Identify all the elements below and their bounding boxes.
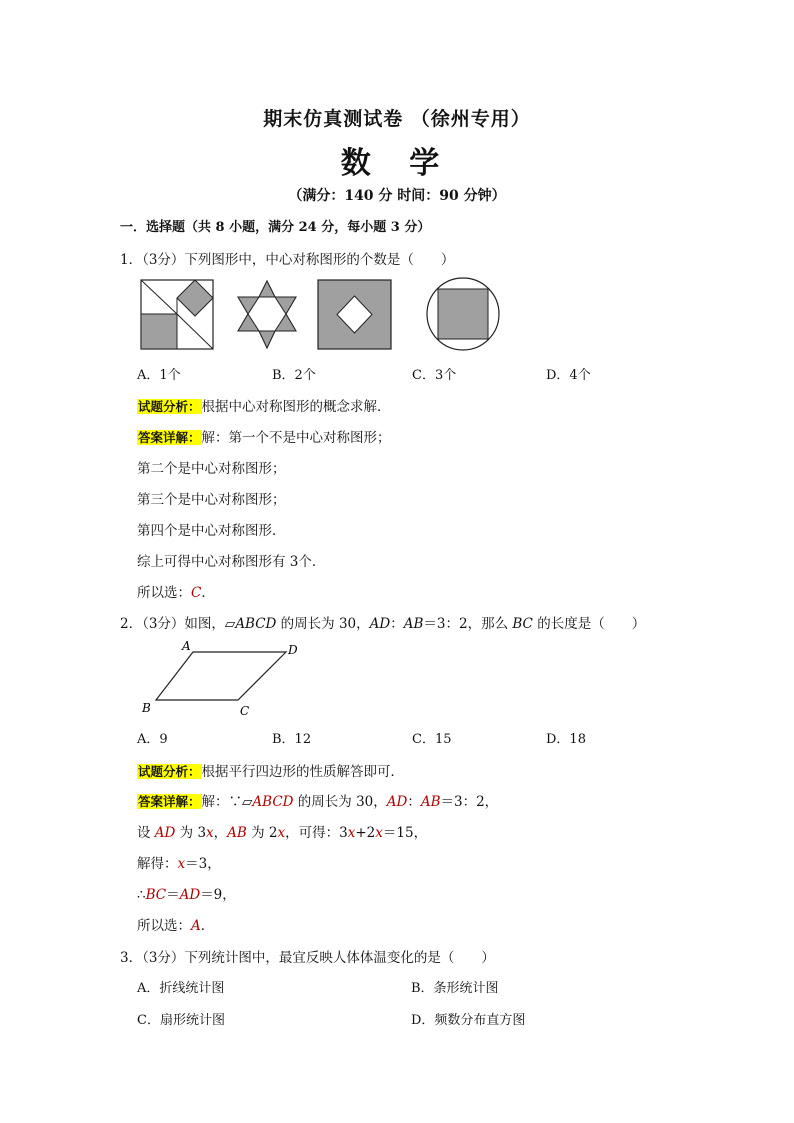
q1-stem: 1．（3分）下列图形中，中心对称图形的个数是（ ） — [120, 252, 455, 268]
q1-answer-line-1: 解：第一个不是中心对称图形； — [201, 430, 391, 446]
q2-stem-part: 2．（3分）如图，▱ — [120, 616, 236, 632]
q2-label-b: B — [142, 701, 151, 715]
q2-ans-part: ∴ — [137, 887, 146, 903]
q2-ans-part: 为 2 — [246, 825, 278, 841]
q2-answer-tag: 答案详解： — [138, 794, 201, 809]
q2-ans-part: 为 3 — [175, 825, 207, 841]
q2-ans-part: 设 — [137, 825, 155, 841]
q2-ans-part: ＝ — [166, 887, 180, 903]
q1-option-c: C．3个 — [412, 368, 457, 383]
q1-choice-letter: C — [191, 585, 202, 601]
q1-choice-prefix: 所以选： — [137, 585, 191, 601]
q2-label-a: A — [182, 639, 191, 653]
q2-ans-ad: AD — [154, 825, 176, 841]
q1-option-a: A．1个 — [137, 368, 181, 383]
q1-figure-4 — [425, 276, 501, 352]
q2-ans-part: 解得： — [137, 856, 178, 872]
q2-ans-part: ， — [213, 825, 228, 841]
exam-meta: （满分：140 分 时间：90 分钟） — [288, 188, 506, 204]
q2-option-c: C．15 — [412, 732, 452, 747]
q2-analysis-text: 根据平行四边形的性质解答即可． — [201, 764, 405, 780]
q1-choice — [137, 581, 215, 601]
q2-option-b: B．12 — [272, 732, 312, 747]
q1-answer-tag: 答案详解： — [138, 430, 201, 445]
q2-ans-ab: AB — [420, 794, 441, 810]
q3-option-d: D．频数分布直方图 — [411, 1013, 526, 1028]
q2-option-a: A．9 — [137, 732, 168, 747]
q2-ans-x: x — [277, 825, 286, 841]
q2-answer-line-2 — [137, 821, 427, 841]
q2-stem-ad: AD — [369, 616, 391, 632]
exam-title: 期末仿真测试卷 （徐州专用） — [263, 108, 531, 130]
q2-parallelogram-figure — [138, 638, 308, 720]
q2-stem-bc: BC — [512, 616, 533, 632]
q2-label-d: D — [288, 643, 298, 657]
q1-option-d: D．4个 — [546, 368, 591, 383]
section-heading: 一．选择题（共 8 小题，满分 24 分，每小题 3 分） — [120, 220, 431, 235]
q2-choice-prefix: 所以选： — [137, 918, 191, 934]
q2-ans-x: x — [206, 825, 214, 841]
q1-figure-3 — [317, 279, 392, 350]
q3-stem: 3．（3分）下列统计图中，最宜反映人体体温变化的是（ ） — [120, 950, 495, 966]
q2-choice-letter: A — [191, 918, 201, 934]
q2-stem-part: ： — [390, 616, 404, 632]
q2-stem — [120, 612, 645, 632]
q2-stem-ab: AB — [403, 616, 424, 632]
q2-ans-part: ： — [407, 794, 421, 810]
q2-answer-line-3 — [137, 852, 221, 872]
q2-ans-part: +2 — [355, 825, 376, 841]
q2-ans-part: ＝3， — [185, 856, 221, 872]
q1-answer-line-5: 综上可得中心对称图形有 3个． — [137, 554, 326, 570]
q2-stem-part: 的长度是（ ） — [532, 616, 646, 632]
subject-title: 数 学 — [340, 146, 454, 181]
q1-analysis-text: 根据中心对称图形的概念求解． — [201, 399, 391, 415]
q2-ans-ad: AD — [179, 887, 201, 903]
q2-ans-part: 解：∵▱ — [201, 794, 253, 810]
q2-ans-part: ，可得：3 — [285, 825, 348, 841]
q2-stem-part: ＝3：2，那么 — [423, 616, 513, 632]
q3-option-a: A．折线统计图 — [137, 981, 225, 996]
q1-answer — [137, 426, 391, 446]
q2-answer-line-4 — [137, 883, 236, 903]
q2-ans-x: x — [177, 856, 186, 872]
q2-ans-x: x — [347, 825, 356, 841]
q2-ans-part: ＝15， — [382, 825, 428, 841]
q2-analysis-tag: 试题分析： — [138, 764, 201, 779]
q2-stem-abcd: ABCD — [235, 616, 277, 632]
q2-ans-part: 的周长为 30， — [293, 794, 387, 810]
q1-choice-suffix: ． — [201, 585, 215, 601]
q1-answer-line-4: 第四个是中心对称图形． — [137, 523, 286, 539]
q2-choice-suffix: ． — [200, 918, 215, 934]
q2-label-c: C — [240, 704, 250, 718]
q1-analysis — [137, 395, 391, 415]
q1-answer-line-2: 第二个是中心对称图形； — [137, 461, 286, 477]
q2-option-d: D．18 — [546, 732, 586, 747]
q1-analysis-tag: 试题分析： — [138, 399, 201, 414]
q3-option-c: C．扇形统计图 — [137, 1013, 225, 1028]
q1-answer-line-3: 第三个是中心对称图形； — [137, 492, 286, 508]
q1-figure-2 — [234, 279, 300, 350]
q2-stem-part: 的周长为 30， — [276, 616, 370, 632]
q2-choice — [137, 914, 214, 934]
q1-figure-1 — [140, 279, 214, 350]
q2-analysis — [137, 760, 404, 780]
q2-ans-abcd: ABCD — [252, 794, 294, 810]
q2-ans-bc: BC — [145, 887, 167, 903]
q2-ans-x: x — [375, 825, 383, 841]
q2-ans-ad: AD — [386, 794, 408, 810]
q3-option-b: B．条形统计图 — [411, 981, 499, 996]
q1-option-b: B．2个 — [272, 368, 316, 383]
q2-answer-line-1 — [137, 790, 498, 810]
q2-ans-ab: AB — [227, 825, 247, 841]
q2-ans-part: ＝9， — [200, 887, 236, 903]
q2-ans-part: ＝3：2， — [440, 794, 499, 810]
